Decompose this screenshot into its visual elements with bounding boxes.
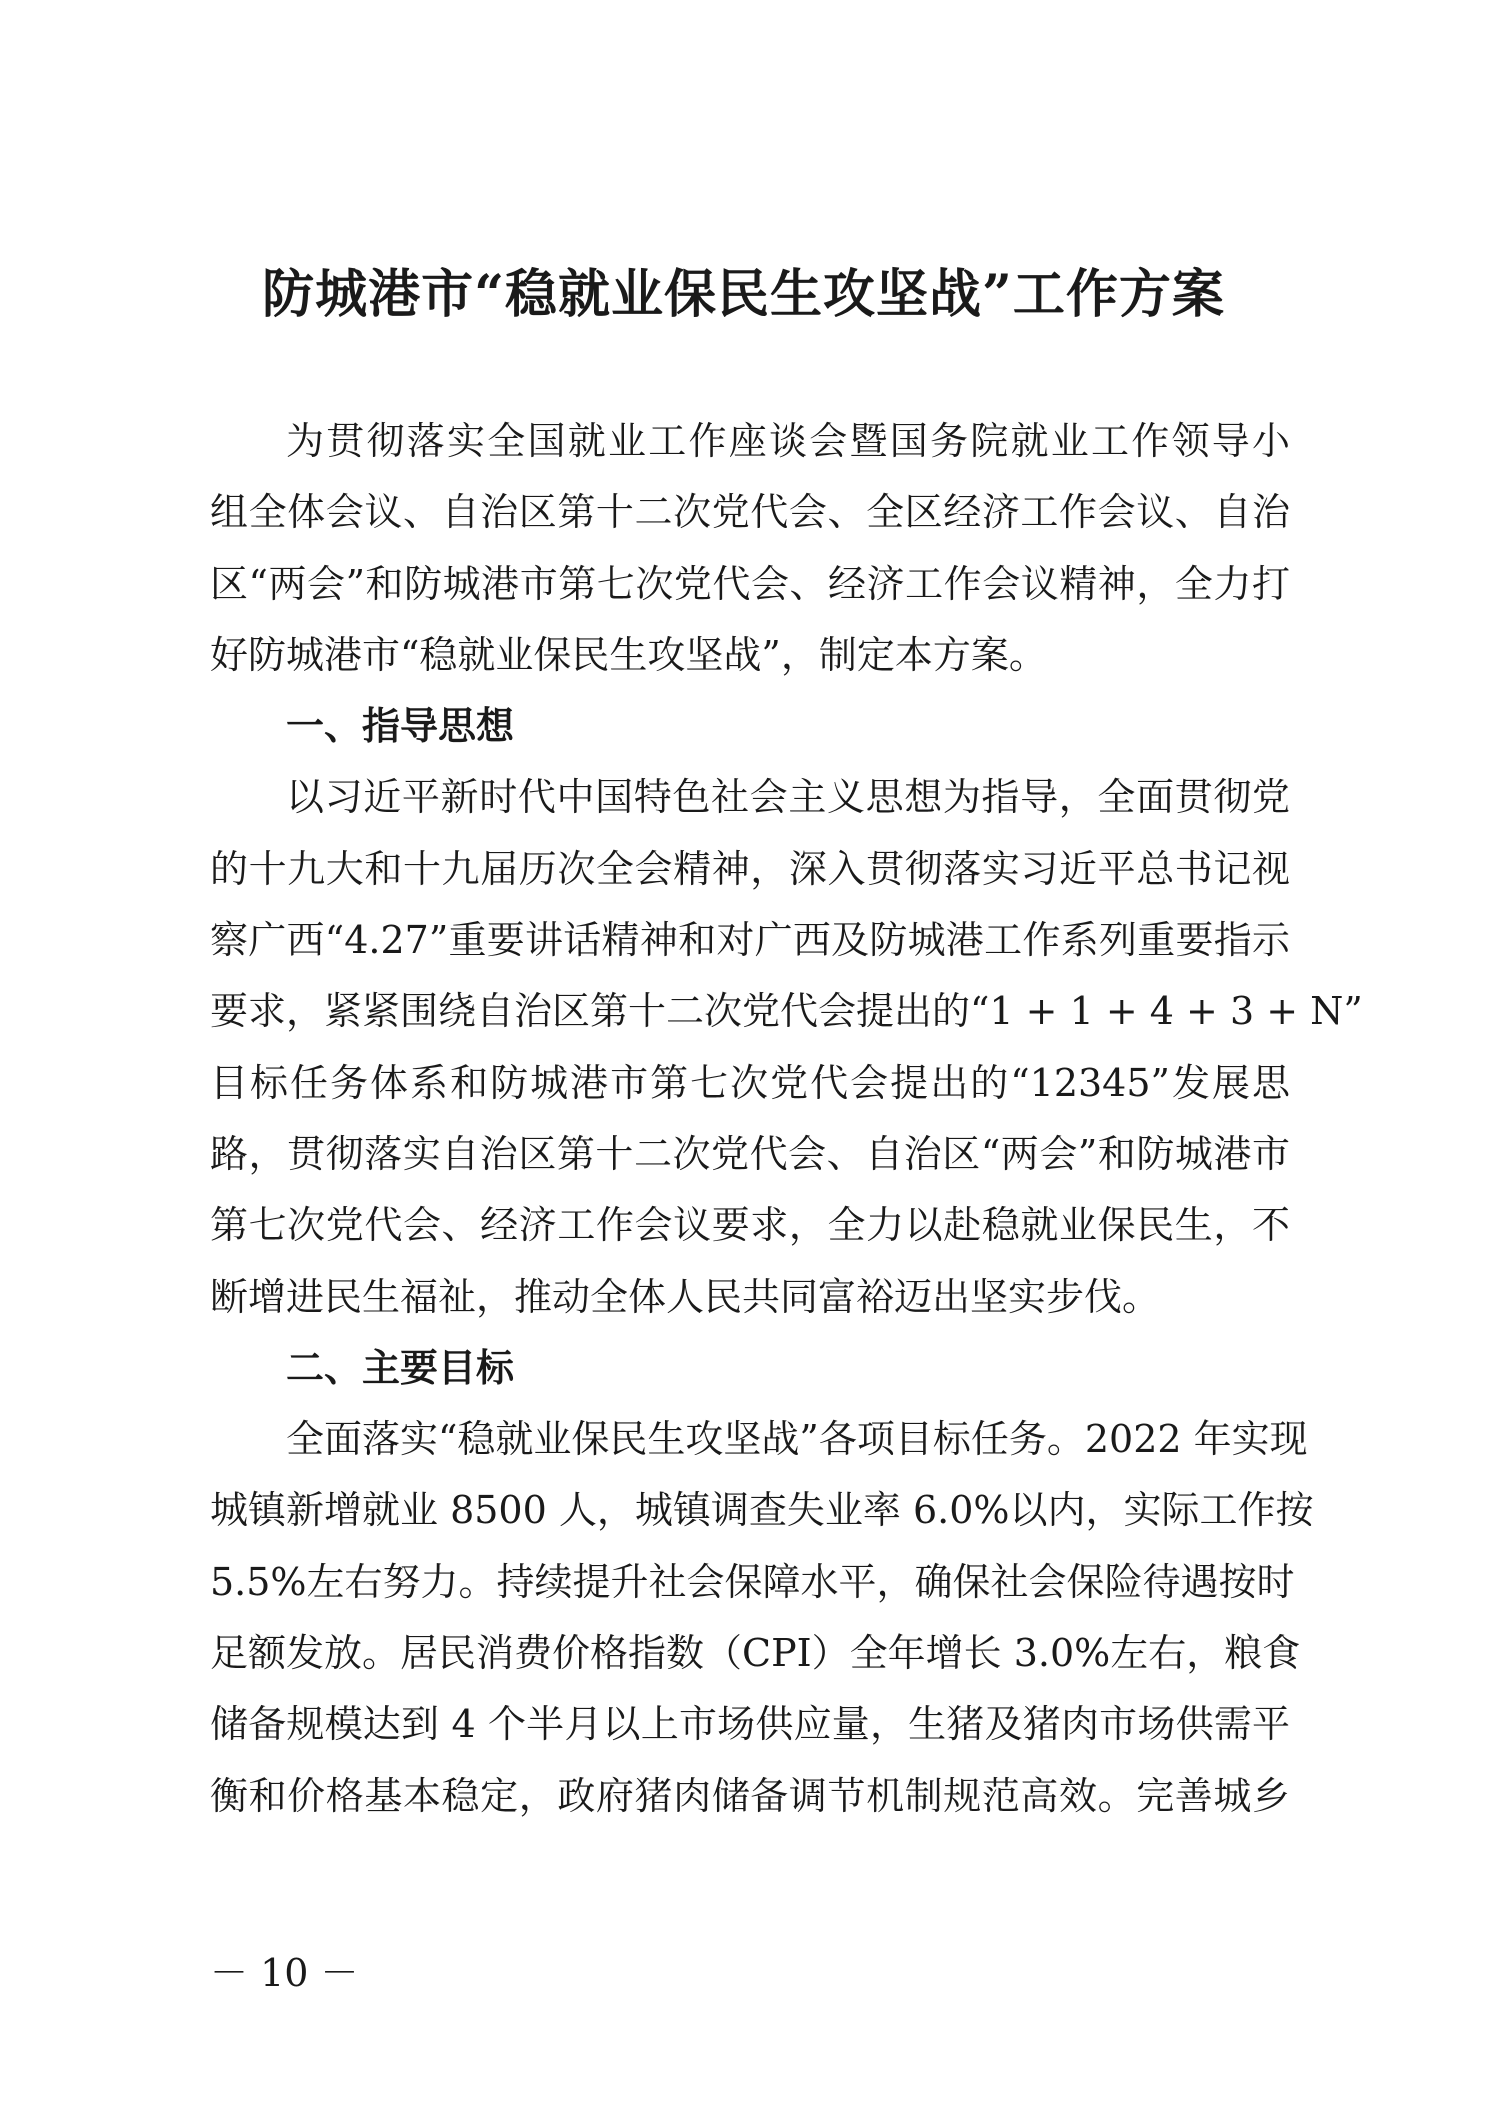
section-heading-2: 二、主要目标	[286, 1345, 515, 1390]
paragraph-line: 衡和价格基本稳定，政府猪肉储备调节机制规范高效。完善城乡	[210, 1773, 1290, 1818]
paragraph-line: 为贯彻落实全国就业工作座谈会暨国务院就业工作领导小	[286, 419, 1290, 463]
paragraph-line: 组全体会议、自治区第十二次党代会、全区经济工作会议、自治	[210, 490, 1290, 535]
paragraph-line: 要求，紧紧围绕自治区第十二次党代会提出的“1 + 1 + 4 + 3 + N”	[210, 989, 1363, 1034]
paragraph-line: 路，贯彻落实自治区第十二次党代会、自治区“两会”和防城港市	[210, 1131, 1290, 1176]
paragraph-line: 目标任务体系和防城港市第七次党代会提出的“12345”发展思	[210, 1060, 1290, 1105]
paragraph-line: 足额发放。居民消费价格指数（CPI）全年增长 3.0%左右，粮食	[210, 1631, 1301, 1676]
paragraph-line: 区“两会”和防城港市第七次党代会、经济工作会议精神，全力打	[210, 561, 1290, 606]
paragraph-line: 储备规模达到 4 个半月以上市场供应量，生猪及猪肉市场供需平	[210, 1702, 1290, 1747]
paragraph-line: 断增进民生福祉，推动全体人民共同富裕迈出坚实步伐。	[210, 1274, 1161, 1319]
document-title: 防城港市“稳就业保民生攻坚战”工作方案	[262, 264, 1225, 325]
paragraph-line: 第七次党代会、经济工作会议要求，全力以赴稳就业保民生，不	[210, 1203, 1290, 1248]
paragraph-line: 好防城港市“稳就业保民生攻坚战”，制定本方案。	[210, 632, 1047, 677]
paragraph-line: 察广西“4.27”重要讲话精神和对广西及防城港工作系列重要指示	[210, 918, 1290, 963]
page-number: － 10 －	[210, 1951, 359, 1995]
document-body	[210, 406, 1363, 1832]
section-heading-1: 一、指导思想	[286, 704, 515, 749]
paragraph-line: 全面落实“稳就业保民生攻坚战”各项目标任务。2022 年实现	[286, 1417, 1308, 1462]
paragraph-line: 5.5%左右努力。持续提升社会保障水平，确保社会保险待遇按时	[210, 1559, 1295, 1604]
paragraph-line: 以习近平新时代中国特色社会主义思想为指导，全面贯彻党	[286, 775, 1290, 820]
paragraph-line: 城镇新增就业 8500 人，城镇调查失业率 6.0%以内，实际工作按	[210, 1488, 1314, 1533]
paragraph-line: 的十九大和十九届历次全会精神，深入贯彻落实习近平总书记视	[210, 846, 1290, 891]
